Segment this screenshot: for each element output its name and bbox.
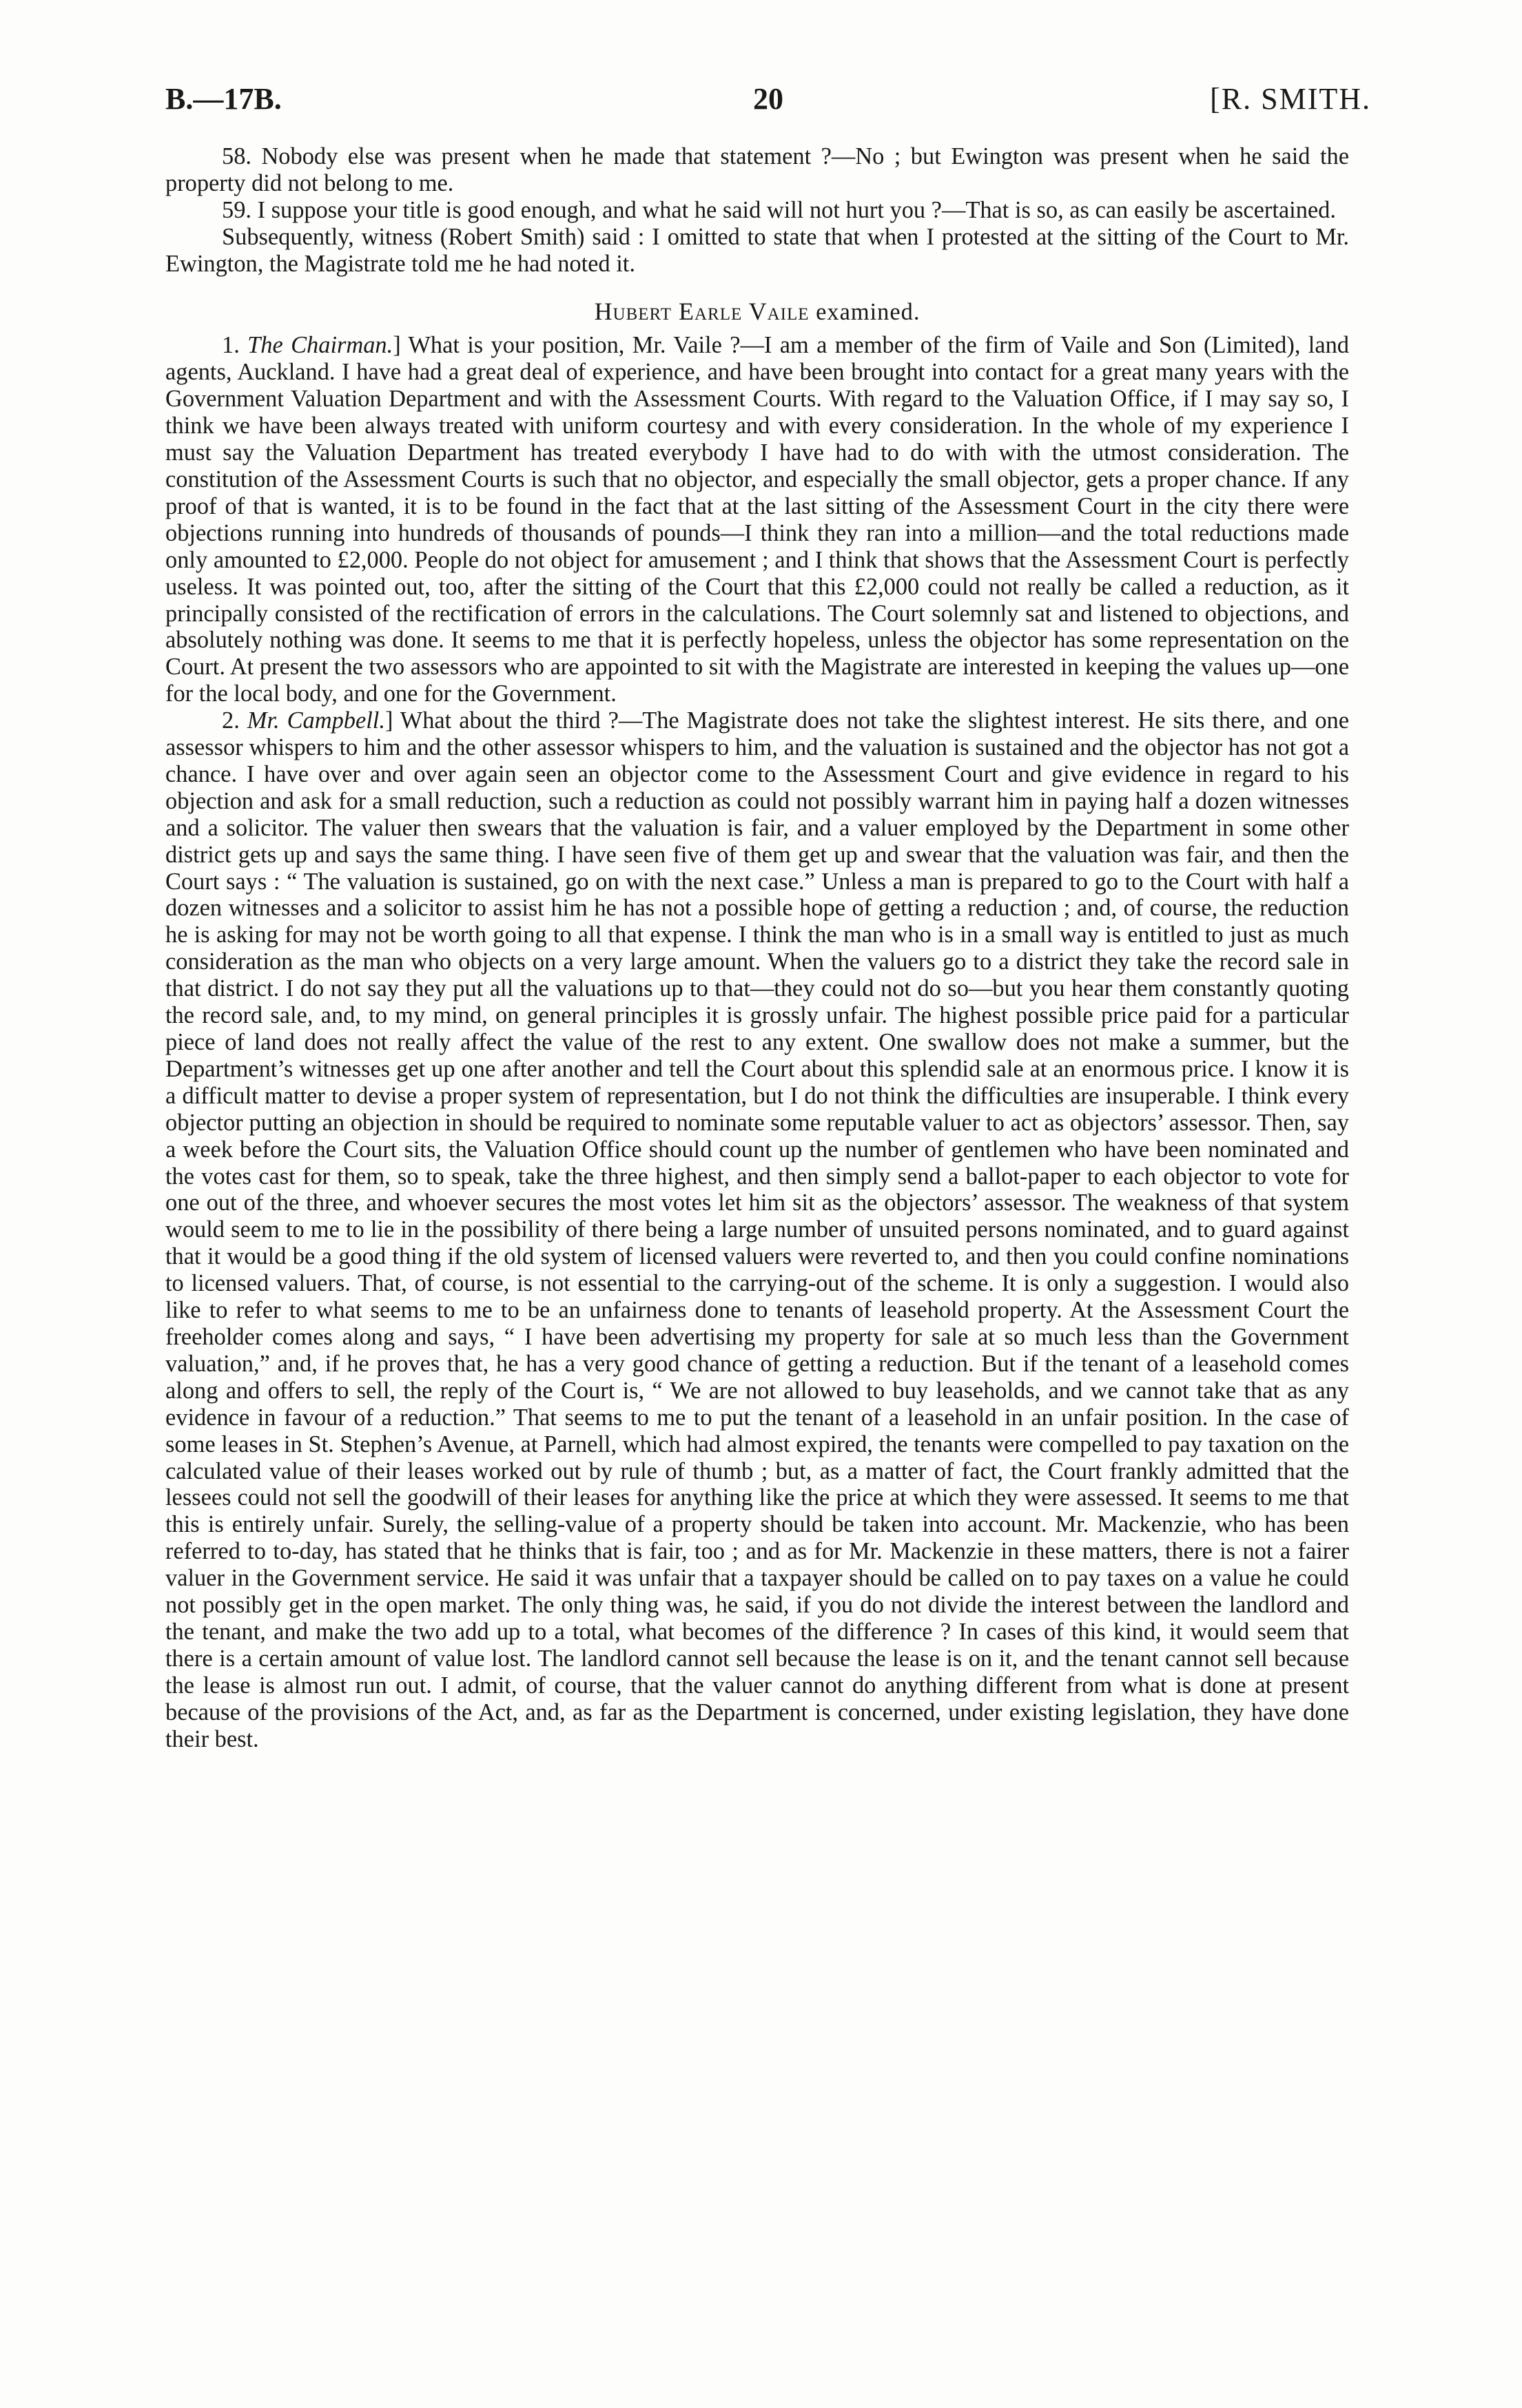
paragraph-q59: 59. I suppose your title is good enough, and what he said will not hurt you ?—That is so, as can easily be ascertained. — [222, 196, 1336, 223]
witness-heading — [165, 298, 1349, 326]
speaker-name: Mr. Campbell. — [247, 707, 385, 734]
question-number: 2. — [222, 707, 247, 734]
header-witness: [R. SMITH. — [1210, 82, 1371, 116]
paragraph-q1 — [165, 332, 1349, 707]
paragraph-q58: 58. Nobody else was present when he made that statement ?—No ; but Ewington was present when he said the property did not belong to me. — [165, 143, 1349, 196]
witness-heading-suffix: examined. — [809, 298, 921, 325]
answer-text: ] What is your position, Mr. Vaile ?—I am a member of the firm of Vaile and Son (Limited), land agents, Auckland. I have had a great deal of experience, and have been brought into contact for a great many years with the Government Valuation Department and with the Assessment Courts. With regard to the Valuation Office, if I may say so, I think we have been always treated with uniform courtesy and with every consideration. In the whole of my experience I must say the Valuation Department has treated everybody I have had to do with with the utmost consideration. The constitution of the Assessment Courts is such that no objector, and especially the small objector, gets a proper chance. If any proof of that is wanted, it is to be found in the fact that at the last sitting of the Assessment Court in the city there were objections running into hundreds of thousands of pounds—I think they ran into a million—and the total reductions made only amounted to £2,000. People do not object for amusement ; and I think that shows that the Assessment Court is perfectly useless. It was pointed out, too, after the sitting of the Court that this £2,000 could not really be called a reduction, as it principally consisted of the rectification of errors in the calculations. The Court solemnly sat and listened to objections, and absolutely nothing was done. It seems to me that it is perfectly hopeless, unless the objector has some representation on the Court. At present the two assessors who are appointed to sit with the Magistrate are interested in keeping the values up—one for the local body, and one for the Government. — [165, 332, 1349, 707]
page-number: 20 — [753, 82, 783, 116]
document-body — [165, 143, 1349, 1752]
witness-name: Hubert Earle Vaile — [594, 297, 810, 325]
header-reference: B.—17B. — [165, 82, 282, 116]
page-header — [165, 81, 1371, 123]
paragraph-subsequently: Subsequently, witness (Robert Smith) said : I omitted to state that when I protested at the sitting of the Court to Mr. Ewington, the Magistrate told me he had noted it. — [165, 223, 1349, 277]
answer-text: ] What about the third ?—The Magistrate does not take the slightest interest. He sits there, and one assessor whispers to him and the other assessor whispers to him, and the valuation is sustained and the objector has not got a chance. I have over and over again seen an objector come to the Assessment Court and give evidence in regard to his objection and ask for a small reduction, such a reduction as could not possibly warrant him in paying half a dozen witnesses and a solicitor. The valuer then swears that the valuation is fair, and a valuer employed by the Department in some other district gets up and says the same thing. I have seen five of them get up and swear that the valuation was fair, and then the Court says : “ The valuation is sustained, go on with the next case.” Unless a man is prepared to go to the Court with half a dozen witnesses and a solicitor to assist him he has not a possible hope of getting a reduction ; and, of course, the reduction he is asking for may not be worth going to all that expense. I think the man who is in a small way is entitled to just as much consideration as the man who objects on a very large amount. When the valuers go to a district they take the record sale in that district. I do not say they put all the valuations up to that—they could not do so—but you hear them constantly quoting the record sale, and, to my mind, on general principles it is grossly unfair. The highest possible price paid for a particular piece of land does not really affect the value of the rest to any extent. One swallow does not make a summer, but the Department’s witnesses get up one after another and tell the Court about this splendid sale at an enormous price. I know it is a difficult matter to devise a proper system of representation, but I do not think the difficulties are insuperable. I think every objector putting an objection in should be required to nominate some reputable valuer to act as objectors’ assessor. Then, say a week before the Court sits, the Valuation Office should count up the number of gentlemen who have been nominated and the votes cast for them, so to speak, take the three highest, and then simply send a ballot-paper to each objector to vote for one out of the three, and whoever secures the most votes let him sit as the objectors’ assessor. The weakness of that system would seem to me to lie in the possibility of there being a large number of unsuited persons nominated, and to guard against that it would be a good thing if the old system of licensed valuers were reverted to, and then you could confine nominations to licensed valuers. That, of course, is not essential to the carrying-out of the scheme. It is only a suggestion. I would also like to refer to what seems to me to be an unfairness done to tenants of leasehold property. At the Assessment Court the freeholder comes along and says, “ I have been advertising my property for sale at so much less than the Government valuation,” and, if he proves that, he has a very good chance of getting a reduction. But if the tenant of a leasehold comes along and offers to sell, the reply of the Court is, “ We are not allowed to buy leaseholds, and we cannot take that as any evidence in favour of a reduction.” That seems to me to put the tenant of a leasehold in an unfair position. In the case of some leases in St. Stephen’s Avenue, at Parnell, which had almost expired, the tenants were compelled to pay taxation on the calculated value of their leases worked out by rule of thumb ; but, as a matter of fact, the Court frankly admitted that the lessees could not sell the goodwill of their leases for anything like the price at which they were assessed. It seems to me that this is entirely unfair. Surely, the selling-value of a property should be taken into account. Mr. Mackenzie, who has been referred to to-day, has stated that he thinks that is fair, too ; and as for Mr. Mackenzie in these matters, there is not a fairer valuer in the Government service. He said it was unfair that a taxpayer should be called on to pay taxes on a value he could not possibly get in the open market. The only thing was, he said, if you do not divide the interest between the landlord and the tenant, and make the two add up to a total, what becomes of the difference ? In cases of this kind, it would seem that there is a certain amount of value lost. The landlord cannot sell because the lease is on it, and the tenant cannot sell because the lease is almost run out. I admit, of course, that the valuer cannot do anything different from what is done at present because of the provisions of the Act, and, as far as the Department is concerned, under existing legislation, they have done their best. — [165, 707, 1349, 1752]
speaker-name: The Chairman. — [247, 332, 393, 359]
paragraph-q2 — [165, 707, 1349, 1752]
question-number: 1. — [222, 332, 248, 359]
